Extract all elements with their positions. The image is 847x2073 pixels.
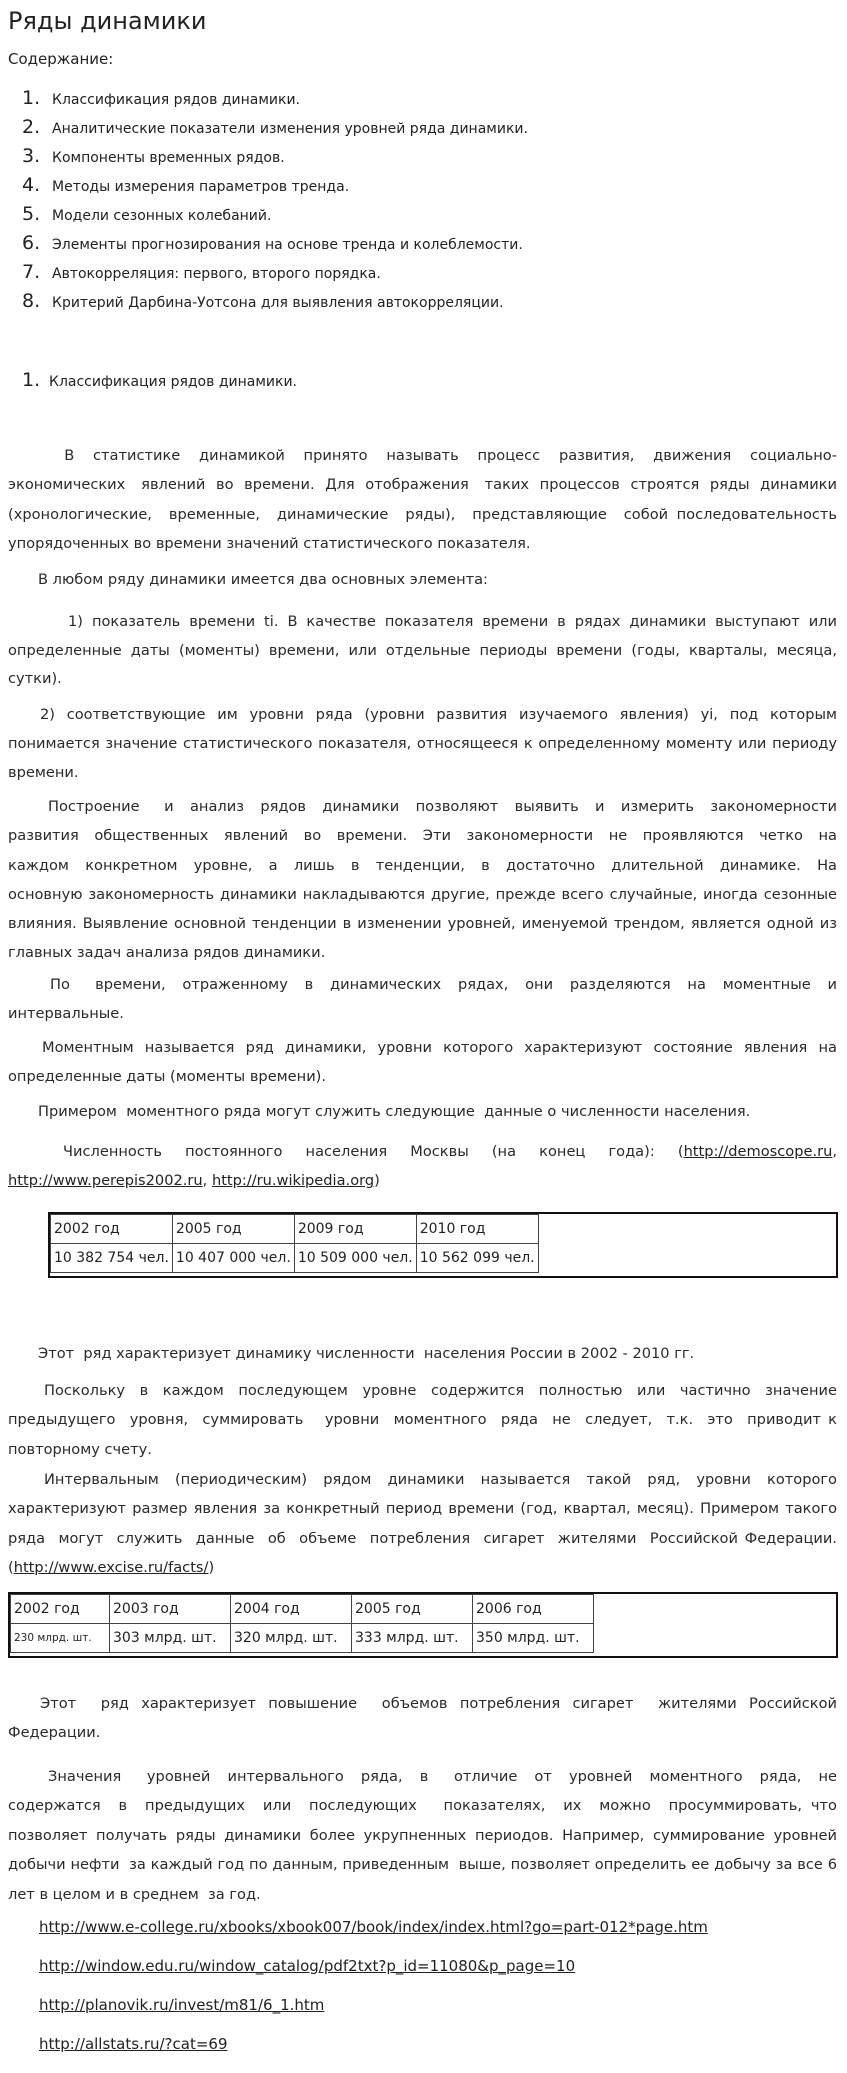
table-cigarette-consumption xyxy=(8,1592,838,1658)
section-heading: 1. Классификация рядов динамики. xyxy=(22,369,297,391)
paragraph-13: Этот ряд характеризует повышение объемов потребления сигарет жителями Российской Федерации. xyxy=(8,1695,842,1742)
toc-item: 3. Компоненты временных рядов. xyxy=(22,145,285,167)
table-cell: 10 407 000 чел. xyxy=(172,1244,294,1273)
paragraph-8: Примером моментного ряда могут служить следующие данные о численности населения. xyxy=(38,1103,751,1120)
list-item xyxy=(39,1956,708,1995)
table-cell: 303 млрд. шт. xyxy=(110,1624,231,1653)
contents-heading: Содержание: xyxy=(8,50,114,68)
table-cell: 2002 год xyxy=(11,1595,110,1624)
list-item xyxy=(39,1917,708,1956)
table-cell: 2005 год xyxy=(352,1595,473,1624)
table-cell: 2010 год xyxy=(416,1215,538,1244)
table-cell: 10 509 000 чел. xyxy=(294,1244,416,1273)
link-e-college[interactable]: http://www.e-college.ru/xbooks/xbook007/book/index/index.html?go=part-012*page.htm xyxy=(39,1918,708,1936)
table-row xyxy=(51,1215,539,1244)
table-cell: 320 млрд. шт. xyxy=(231,1624,352,1653)
paragraph-2: В любом ряду динамики имеется два основных элемента: xyxy=(38,571,488,588)
toc-item: 4. Методы измерения параметров тренда. xyxy=(22,174,350,196)
paragraph-7: Моментным называется ряд динамики, уровни которого характеризуют состояние явления на определенные даты (моменты времени). xyxy=(8,1039,837,1086)
table-row xyxy=(51,1244,539,1273)
toc-item: 1. Классификация рядов динамики. xyxy=(22,87,300,109)
table-cell: 2006 год xyxy=(473,1595,594,1624)
paragraph-5: Построение и анализ рядов динамики позволяют выявить и измерить закономерности развития общественных явлений во времени. Эти закономерности не проявляются четко на каждом конкретном уровне, а лишь в тенденции, в достаточно длительной динамике. На основную закономерность динамики накладываются другие, прежде всего случайные, иногда сезонные влияния. Выявление основной тенденции в изменении уровней, именуемой трендом, является одной из главных задач анализа рядов динамики. xyxy=(8,798,842,962)
table-row xyxy=(11,1595,594,1624)
toc-item: 5. Модели сезонных колебаний. xyxy=(22,203,272,225)
page-title: Ряды динамики xyxy=(8,7,207,35)
link-perepis2002[interactable]: http://www.perepis2002.ru xyxy=(8,1172,203,1190)
table-cell: 2004 год xyxy=(231,1595,352,1624)
paragraph-1: В статистике динамикой принято называть процесс развития, движения социально-экономических явлений во времени. Для отображения таких процессов строятся ряды динамики (хронологические, временные, динамические ряды), представляющие собой последовательность упорядоченных во времени значений статистического показателя. xyxy=(8,447,847,553)
toc-item: 6. Элементы прогнозирования на основе тренда и колеблемости. xyxy=(22,232,523,254)
paragraph-10: Этот ряд характеризует динамику численности населения России в 2002 - 2010 гг. xyxy=(38,1345,695,1362)
link-window-edu[interactable]: http://window.edu.ru/window_catalog/pdf2txt?p_id=11080&p_page=10 xyxy=(39,1957,576,1975)
paragraph-14: Значения уровней интервального ряда, в отличие от уровней моментного ряда, не содержатся в предыдущих или последующих показателях, их можно просуммировать, что позволяет получать ряды динамики более укрупненных периодов. Например, суммирование уровней добычи нефти за каждый год по данным, приведенным выше, позволяет определить ее добычу за все 6 лет в целом и в среднем за год. xyxy=(8,1768,842,1903)
list-item xyxy=(39,2034,708,2073)
toc-item: 8. Критерий Дарбина-Уотсона для выявления автокорреляции. xyxy=(22,290,504,312)
table-cell: 2005 год xyxy=(172,1215,294,1244)
table-cell: 2003 год xyxy=(110,1595,231,1624)
paragraph-9: Численность постоянного населения Москвы (на конец года): (http://demoscope.ru, http://www.perepis2002.ru, http://ru.wikipedia.org) xyxy=(8,1143,842,1190)
link-wikipedia[interactable]: http://ru.wikipedia.org xyxy=(211,1172,375,1190)
table-cell: 333 млрд. шт. xyxy=(352,1624,473,1653)
paragraph-12: Интервальным (периодическим) рядом динамики называется такой ряд, уровни которого характеризуют размер явления за конкретный период времени (год, квартал, месяц). Примером такого ряда могут служить данные об объеме потребления сигарет жителями Российской Федерации. (http://www.excise.ru/facts/) xyxy=(8,1471,847,1577)
link-allstats[interactable]: http://allstats.ru/?cat=69 xyxy=(39,2035,228,2053)
paragraph-3: 1) показатель времени ti. В качестве показателя времени в рядах динамики выступают или определенные даты (моменты) времени, или отдельные периоды времени (годы, кварталы, месяца, сутки). xyxy=(8,613,837,687)
toc-item: 7. Автокорреляция: первого, второго порядка. xyxy=(22,261,381,283)
table-row xyxy=(11,1624,594,1653)
table-cell: 230 млрд. шт. xyxy=(11,1624,110,1653)
table-of-contents xyxy=(18,84,528,316)
table-cell: 10 562 099 чел. xyxy=(416,1244,538,1273)
table-cell: 2009 год xyxy=(294,1215,416,1244)
paragraph-6: По времени, отраженному в динамических рядах, они разделяются на моментные и интервальные. xyxy=(8,976,842,1023)
paragraph-11: Поскольку в каждом последующем уровне содержится полностью или частично значение предыдущего уровня, суммировать уровни моментного ряда не следует, т.к. это приводит к повторному счету. xyxy=(8,1382,842,1458)
table-moscow-population xyxy=(48,1212,838,1278)
link-planovik[interactable]: http://planovik.ru/invest/m81/6_1.htm xyxy=(39,1996,325,2014)
link-excise[interactable]: http://www.excise.ru/facts/ xyxy=(13,1559,209,1577)
paragraph-4: 2) соответствующие им уровни ряда (уровни развития изучаемого явления) yi, под которым понимается значение статистического показателя, относящееся к определенному моменту или периоду времени. xyxy=(8,706,837,781)
link-demoscope[interactable]: http://demoscope.ru xyxy=(683,1143,833,1160)
list-item xyxy=(39,1995,708,2034)
toc-item: 2. Аналитические показатели изменения уровней ряда динамики. xyxy=(22,116,528,138)
table-cell: 350 млрд. шт. xyxy=(473,1624,594,1653)
table-cell: 2002 год xyxy=(51,1215,173,1244)
table-cell: 10 382 754 чел. xyxy=(51,1244,173,1273)
reference-links xyxy=(39,1917,708,2073)
